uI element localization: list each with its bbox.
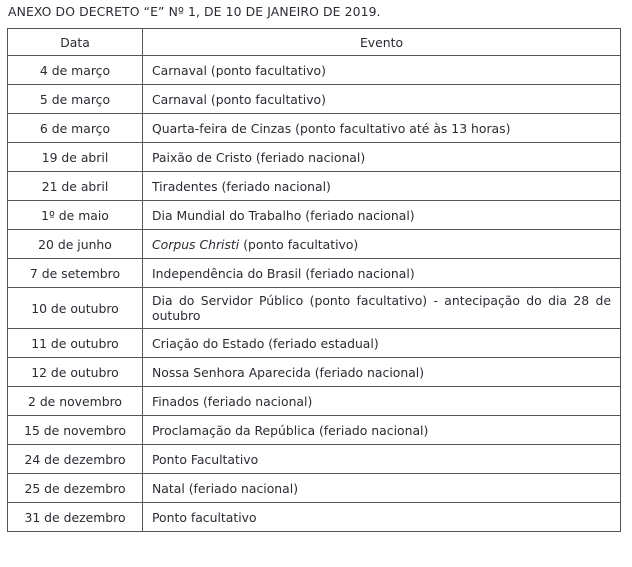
holidays-table <box>7 28 621 532</box>
table-row <box>8 114 621 143</box>
cell-event: Independência do Brasil (feriado nacional) <box>143 259 621 288</box>
column-header-event: Evento <box>143 29 621 56</box>
table-row <box>8 143 621 172</box>
cell-event: Ponto facultativo <box>143 503 621 532</box>
cell-date: 11 de outubro <box>8 329 143 358</box>
event-italic-term: Corpus Christi <box>152 236 240 252</box>
cell-event: Dia do Servidor Público (ponto facultativo) - antecipação do dia 28 de outubro <box>143 288 621 329</box>
cell-date: 19 de abril <box>8 143 143 172</box>
cell-date: 7 de setembro <box>8 259 143 288</box>
table-row <box>8 387 621 416</box>
cell-date: 15 de novembro <box>8 416 143 445</box>
table-row <box>8 259 621 288</box>
cell-event: Proclamação da República (feriado nacional) <box>143 416 621 445</box>
table-row <box>8 329 621 358</box>
cell-date: 10 de outubro <box>8 288 143 329</box>
table-row <box>8 56 621 85</box>
table-body <box>8 56 621 532</box>
cell-event: Quarta-feira de Cinzas (ponto facultativo até às 13 horas) <box>143 114 621 143</box>
cell-date: 20 de junho <box>8 230 143 259</box>
cell-event: Criação do Estado (feriado estadual) <box>143 329 621 358</box>
cell-event: Paixão de Cristo (feriado nacional) <box>143 143 621 172</box>
table-header-row <box>8 29 621 56</box>
cell-date: 2 de novembro <box>8 387 143 416</box>
cell-date: 1º de maio <box>8 201 143 230</box>
table-row <box>8 201 621 230</box>
table-row <box>8 474 621 503</box>
cell-event: Finados (feriado nacional) <box>143 387 621 416</box>
holidays-table-container <box>7 28 620 532</box>
column-header-date: Data <box>8 29 143 56</box>
cell-event: Carnaval (ponto facultativo) <box>143 56 621 85</box>
table-row <box>8 416 621 445</box>
cell-date: 25 de dezembro <box>8 474 143 503</box>
cell-date: 5 de março <box>8 85 143 114</box>
table-row <box>8 85 621 114</box>
cell-date: 24 de dezembro <box>8 445 143 474</box>
cell-event: Tiradentes (feriado nacional) <box>143 172 621 201</box>
cell-date: 12 de outubro <box>8 358 143 387</box>
page-title: ANEXO DO DECRETO “E” Nº 1, DE 10 DE JANEIRO DE 2019. <box>8 4 381 19</box>
cell-date: 6 de março <box>8 114 143 143</box>
table-row <box>8 172 621 201</box>
cell-event: Carnaval (ponto facultativo) <box>143 85 621 114</box>
cell-date: 21 de abril <box>8 172 143 201</box>
table-row <box>8 445 621 474</box>
event-text-rest: (ponto facultativo) <box>239 236 359 252</box>
cell-event: Natal (feriado nacional) <box>143 474 621 503</box>
cell-event: Nossa Senhora Aparecida (feriado nacional) <box>143 358 621 387</box>
cell-event: Ponto Facultativo <box>143 445 621 474</box>
cell-date: 4 de março <box>8 56 143 85</box>
table-header <box>8 29 621 56</box>
cell-date: 31 de dezembro <box>8 503 143 532</box>
table-row <box>8 230 621 259</box>
table-row <box>8 503 621 532</box>
cell-event: Dia Mundial do Trabalho (feriado nacional) <box>143 201 621 230</box>
cell-event <box>143 230 621 259</box>
table-row <box>8 288 621 329</box>
table-row <box>8 358 621 387</box>
